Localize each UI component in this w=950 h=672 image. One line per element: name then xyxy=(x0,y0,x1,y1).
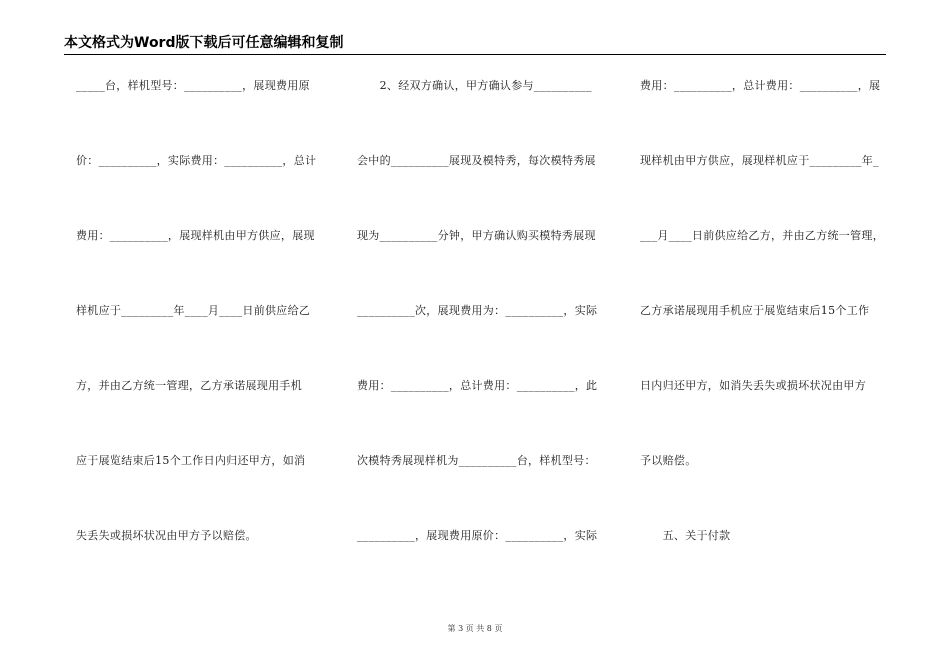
text-column-3 xyxy=(640,76,892,601)
text-line: 予以赔偿。 xyxy=(640,454,697,467)
text-line: 会中的__________展现及模特秀，每次模特秀展 xyxy=(357,154,596,167)
text-line: __________次，展现费用为：__________，实际 xyxy=(357,304,598,317)
text-line: __________，展现费用原价：__________，实际 xyxy=(357,529,598,542)
text-line: 现样机由甲方供应，展现样机应于_________年_ xyxy=(640,154,879,167)
text-line: 费用：__________，展现样机由甲方供应，展现 xyxy=(76,229,315,242)
text-column-1 xyxy=(76,76,326,601)
text-line: 方，并由乙方统一管理，乙方承诺展现用手机 xyxy=(76,379,302,392)
text-line: ___月____日前供应给乙方，并由乙方统一管理， xyxy=(640,229,884,242)
text-line: 费用：__________，总计费用：__________，展 xyxy=(640,79,881,92)
text-line: 次模特秀展现样机为__________台，样机型号： xyxy=(357,454,596,467)
text-line: _____台，样机型号：__________，展现费用原 xyxy=(76,79,310,92)
text-column-2 xyxy=(357,76,607,601)
text-line: 样机应于_________年____月____日前供应给乙 xyxy=(76,304,311,317)
text-line: 2、经双方确认，甲方确认参与__________ xyxy=(357,79,592,92)
text-line: 日内归还甲方，如消失丢失或损坏状况由甲方 xyxy=(640,379,866,392)
text-line: 现为__________分钟，甲方确认购买模特秀展现 xyxy=(357,229,596,242)
page-number: 第 3 页 共 8 页 xyxy=(447,624,503,633)
section-heading: 五、关于付款 xyxy=(640,529,731,542)
text-line: 乙方承诺展现用手机应于展览结束后15个工作 xyxy=(640,304,870,317)
text-line: 价：__________，实际费用：__________，总计 xyxy=(76,154,317,167)
text-line: 失丢失或损坏状况由甲方予以赔偿。 xyxy=(76,529,257,542)
page-header-title: 本文格式为Word版下载后可任意编辑和复制 xyxy=(64,34,886,55)
text-line: 应于展览结束后15个工作日内归还甲方，如消 xyxy=(76,454,306,467)
text-line: 费用：__________，总计费用：__________，此 xyxy=(357,379,598,392)
